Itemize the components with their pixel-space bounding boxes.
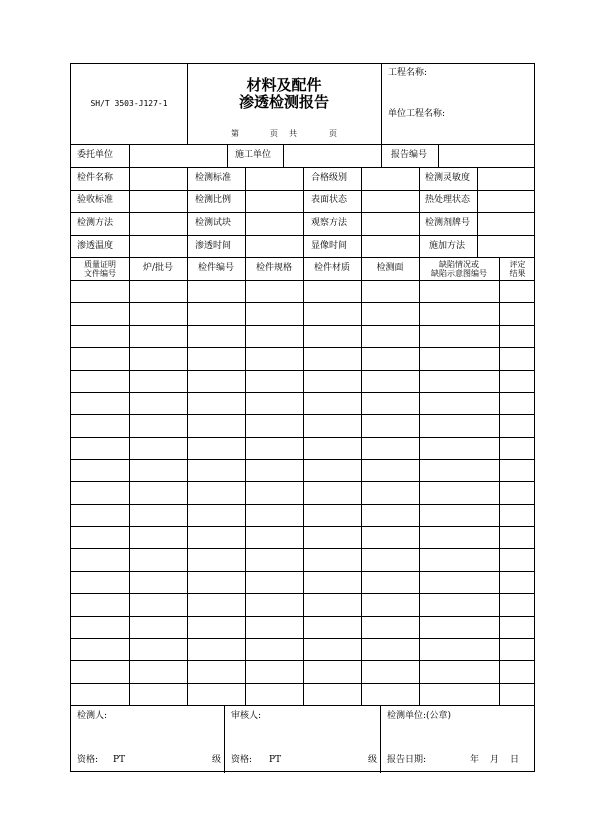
page-total-label-ye: 页: [329, 129, 337, 138]
info-div-1: [129, 167, 130, 257]
table-row-line: [71, 638, 534, 639]
info-div-3: [245, 167, 246, 257]
reviewer-pt-label: PT: [269, 755, 282, 765]
table-row-line: [71, 593, 534, 594]
label-agent-brand: 检测剂牌号: [425, 218, 471, 228]
date-month-label: 月: [490, 755, 500, 765]
table-row-line: [71, 683, 534, 684]
label-test-standard: 检测标准: [195, 173, 232, 183]
label-application-method: 施加方法: [429, 241, 466, 251]
info-div-6: [419, 167, 420, 257]
col-part-no: 检件编号: [197, 263, 234, 273]
label-construction-unit: 施工单位: [235, 150, 272, 160]
col-result-2: 结果: [509, 269, 526, 278]
reviewer-label: 审核人:: [231, 711, 262, 721]
footer-div-2: [380, 705, 381, 773]
page-title-line1: 材料及配件: [246, 76, 322, 94]
col-defect-1: 缺陷情况或: [439, 260, 479, 269]
row1-div-1: [129, 144, 130, 167]
col-result-1: 评定: [509, 260, 526, 269]
page-no-label-ye: 页: [270, 129, 278, 138]
table-row-line: [71, 392, 534, 393]
table-row-line: [71, 526, 534, 527]
inspector-label: 检测人:: [77, 711, 108, 721]
table-row-line: [71, 414, 534, 415]
info-div-7: [477, 167, 478, 257]
label-acceptance-standard: 验收标准: [77, 195, 114, 205]
test-unit-label: 检测单位:(公章): [387, 711, 452, 721]
footer-top-line: [71, 705, 534, 706]
label-observation-method: 观察方法: [311, 218, 348, 228]
label-penetrant-time: 渗透时间: [195, 241, 232, 251]
page-no-label-di: 第: [231, 129, 239, 138]
inspector-pt-label: PT: [113, 755, 126, 765]
table-row-line: [71, 459, 534, 460]
row1-div-5: [438, 144, 439, 167]
info-div-4: [303, 167, 304, 257]
inspector-qualification-label: 资格:: [77, 755, 99, 765]
date-day-label: 日: [510, 755, 520, 765]
label-surface-state: 表面状态: [311, 195, 348, 205]
report-date-label: 报告日期:: [387, 755, 427, 765]
col-quality-cert-1: 质量证明: [84, 260, 116, 269]
unit-project-name-label: 单位工程名称:: [388, 109, 446, 119]
table-row-line: [71, 347, 534, 348]
col-part-spec: 检件规格: [255, 263, 292, 273]
page-total-label-gong: 共: [289, 129, 297, 138]
row1-div-2: [227, 144, 228, 167]
label-test-method: 检测方法: [77, 218, 114, 228]
label-heat-treatment: 热处理状态: [425, 195, 471, 205]
page-title-line2: 渗透检测报告: [238, 93, 329, 111]
table-row-line: [71, 504, 534, 505]
report-form: [70, 63, 535, 772]
col-defect-2: 缺陷示意图编号: [431, 269, 487, 278]
footer-div-1: [224, 705, 225, 773]
row1-div-4: [381, 144, 382, 167]
label-developing-time: 显像时间: [311, 241, 348, 251]
label-sensitivity: 检测灵敏度: [425, 173, 471, 183]
reviewer-qualification-label: 资格:: [231, 755, 253, 765]
header-divider-right: [381, 64, 382, 144]
info-div-2: [187, 167, 188, 257]
inspector-grade-label: 级: [212, 755, 222, 765]
table-row-line: [71, 616, 534, 617]
table-row-line: [71, 548, 534, 549]
table-row-line: [71, 660, 534, 661]
reviewer-grade-label: 级: [368, 755, 378, 765]
col-test-surface: 检测面: [376, 263, 404, 273]
label-penetrant-temp: 渗透温度: [77, 241, 114, 251]
table-row-line: [71, 370, 534, 371]
label-test-block: 检测试块: [195, 218, 232, 228]
table-row-line: [71, 325, 534, 326]
col-quality-cert-2: 文件编号: [84, 269, 116, 278]
col-part-material: 检件材质: [313, 263, 350, 273]
info-div-5: [361, 167, 362, 257]
standard-code: SH/T 3503-J127-1: [90, 99, 168, 108]
table-row-line: [71, 481, 534, 482]
col-heat-batch: 炉/批号: [142, 263, 174, 273]
label-part-name: 检件名称: [77, 173, 114, 183]
project-name-label: 工程名称:: [388, 68, 428, 78]
row1-div-3: [283, 144, 284, 167]
label-qualified-grade: 合格级别: [311, 173, 348, 183]
date-year-label: 年: [470, 755, 480, 765]
label-report-no: 报告编号: [391, 150, 428, 160]
label-client: 委托单位: [77, 150, 114, 160]
label-test-ratio: 检测比例: [195, 195, 232, 205]
table-row-line: [71, 302, 534, 303]
table-row-line: [71, 437, 534, 438]
table-row-line: [71, 571, 534, 572]
header-bottom-line: [71, 144, 534, 145]
